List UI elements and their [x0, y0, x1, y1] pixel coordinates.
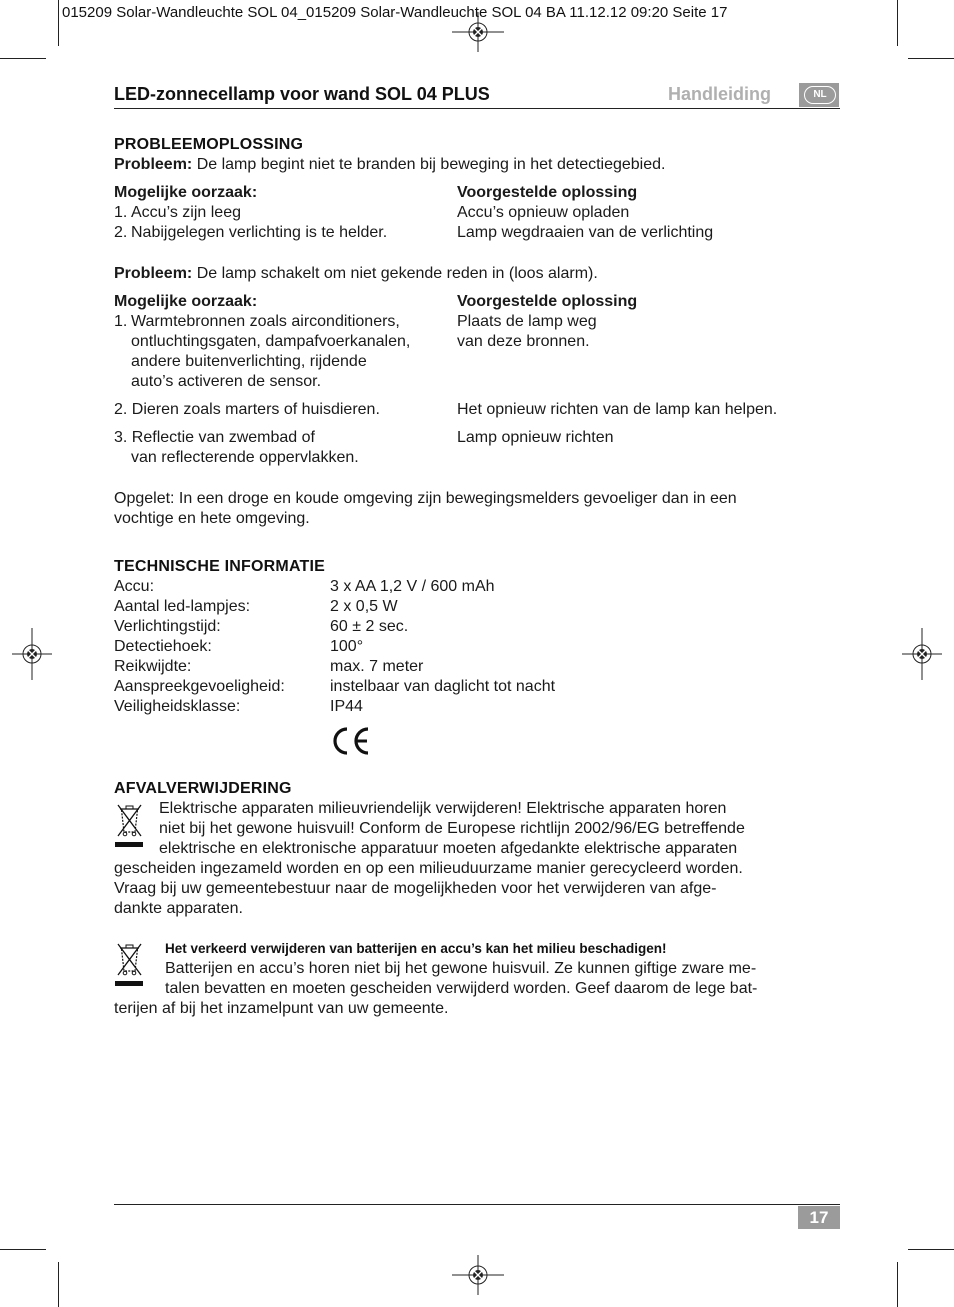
registration-mark-icon — [902, 628, 942, 680]
problem-text: De lamp schakelt om niet gekende reden in (loos alarm). — [196, 265, 598, 282]
ce-mark-icon — [329, 726, 371, 756]
solution-heading: Voorgestelde oplossing — [457, 184, 638, 201]
spec-label: Veiligheidsklasse: — [114, 698, 241, 715]
battery-warning-heading: Het verkeerd verwijderen van batterijen en accu’s kan het milieu beschadigen! — [165, 941, 667, 956]
cause-number: 1. — [114, 204, 128, 221]
cause-heading: Mogelijke oorzaak: — [114, 293, 258, 310]
crossed-bin-icon — [114, 941, 146, 989]
cause-item: Nabijgelegen verlichting is te helder. — [131, 224, 388, 241]
section-label: Handleiding — [668, 84, 771, 104]
crop-mark — [908, 1249, 954, 1250]
spec-value: 60 ± 2 sec. — [330, 618, 409, 635]
registration-mark-icon — [12, 628, 52, 680]
spec-label: Detectiehoek: — [114, 638, 212, 655]
crop-mark — [0, 58, 46, 59]
disposal-line: gescheiden ingezameld worden en op een milieuduurzame manier gerecycleerd worden. — [114, 860, 743, 877]
disposal-line: Elektrische apparaten milieuvriendelijk verwijderen! Elektrische apparaten horen — [159, 800, 727, 817]
registration-mark-icon — [452, 1255, 504, 1295]
spec-value: instelbaar van daglicht tot nacht — [330, 678, 556, 695]
cause-line: auto’s activeren de sensor. — [131, 373, 322, 390]
disposal-line: Vraag bij uw gemeentebestuur naar de mogelijkheden voor het verwijderen van afge- — [114, 880, 717, 897]
disposal-line: dankte apparaten. — [114, 900, 243, 917]
crop-mark — [908, 58, 954, 59]
header-rule — [114, 108, 840, 109]
cause-line: andere buitenverlichting, rijdende — [131, 353, 367, 370]
problem-label: Probleem: — [114, 156, 193, 173]
battery-line: talen bevatten en moeten gescheiden verwijderd worden. Geef daarom de lege bat- — [165, 980, 758, 997]
tech-heading: TECHNISCHE INFORMATIE — [114, 558, 326, 575]
solution-line: van deze bronnen. — [457, 333, 590, 350]
battery-line: Batterijen en accu’s horen niet bij het gewone huisvuil. Ze kunnen giftige zware me- — [165, 960, 757, 977]
crop-mark — [897, 1262, 898, 1307]
language-code: NL — [804, 86, 836, 104]
problem-2 — [114, 264, 598, 284]
spec-value: max. 7 meter — [330, 658, 424, 675]
solution-heading: Voorgestelde oplossing — [457, 293, 638, 310]
problem-1 — [114, 155, 665, 175]
note-line: Opgelet: In een droge en koude omgeving zijn bewegingsmelders gevoeliger dan in een — [114, 490, 737, 507]
spec-value: IP44 — [330, 698, 363, 715]
spec-value: 100° — [330, 638, 364, 655]
cause-item: Accu’s zijn leeg — [131, 204, 241, 221]
cause-heading: Mogelijke oorzaak: — [114, 184, 258, 201]
problem-text: De lamp begint niet te branden bij beweging in het detectiegebied. — [196, 156, 666, 173]
cause-line: Warmtebronnen zoals airconditioners, — [131, 313, 400, 330]
crop-mark — [0, 1249, 46, 1250]
cause-line: van reflecterende oppervlakken. — [131, 449, 359, 466]
cause-number: 2. — [114, 224, 128, 241]
disposal-line: elektrische en elektronische apparatuur moeten afgedankte elektrische apparaten — [159, 840, 738, 857]
cause-line: ontluchtingsgaten, dampafvoerkanalen, — [131, 333, 411, 350]
solution-line: Plaats de lamp weg — [457, 313, 597, 330]
spec-label: Reikwijdte: — [114, 658, 192, 675]
solution-item: Lamp opnieuw richten — [457, 429, 614, 446]
solution-item: Lamp wegdraaien van de verlichting — [457, 224, 714, 241]
spec-label: Aanspreekgevoeligheid: — [114, 678, 285, 695]
disposal-line: niet bij het gewone huisvuil! Conform de Europese richtlijn 2002/96/EG betreffende — [159, 820, 745, 837]
language-badge — [799, 83, 839, 107]
cause-line: 3. Reflectie van zwembad of — [114, 429, 315, 446]
crop-mark — [58, 0, 59, 46]
spec-value: 2 x 0,5 W — [330, 598, 398, 615]
spec-label: Aantal led-lampjes: — [114, 598, 251, 615]
cause-number: 1. — [114, 313, 128, 330]
page-number: 17 — [798, 1206, 840, 1229]
troubleshooting-heading: PROBLEEMOPLOSSING — [114, 136, 304, 153]
solution-item: Het opnieuw richten van de lamp kan helpen. — [457, 401, 778, 418]
solution-item: Accu’s opnieuw opladen — [457, 204, 630, 221]
spec-value: 3 x AA 1,2 V / 600 mAh — [330, 578, 495, 595]
problem-label: Probleem: — [114, 265, 193, 282]
crop-mark — [897, 0, 898, 46]
battery-line: terijen af bij het inzamelpunt van uw gemeente. — [114, 1000, 449, 1017]
crop-mark — [58, 1262, 59, 1307]
print-slug: 015209 Solar-Wandleuchte SOL 04_015209 Solar-Wandleuchte SOL 04 BA 11.12.12 09:20 Seite 17 — [62, 4, 728, 21]
disposal-heading: AFVALVERWIJDERING — [114, 780, 292, 797]
spec-label: Verlichtingstijd: — [114, 618, 221, 635]
note-line: vochtige en hete omgeving. — [114, 510, 310, 527]
crossed-bin-icon — [114, 802, 146, 850]
cause-item: 2. Dieren zoals marters of huisdieren. — [114, 401, 380, 418]
page-title: LED-zonnecellamp voor wand SOL 04 PLUS — [114, 84, 490, 104]
footer-rule — [114, 1204, 840, 1205]
spec-label: Accu: — [114, 578, 155, 595]
